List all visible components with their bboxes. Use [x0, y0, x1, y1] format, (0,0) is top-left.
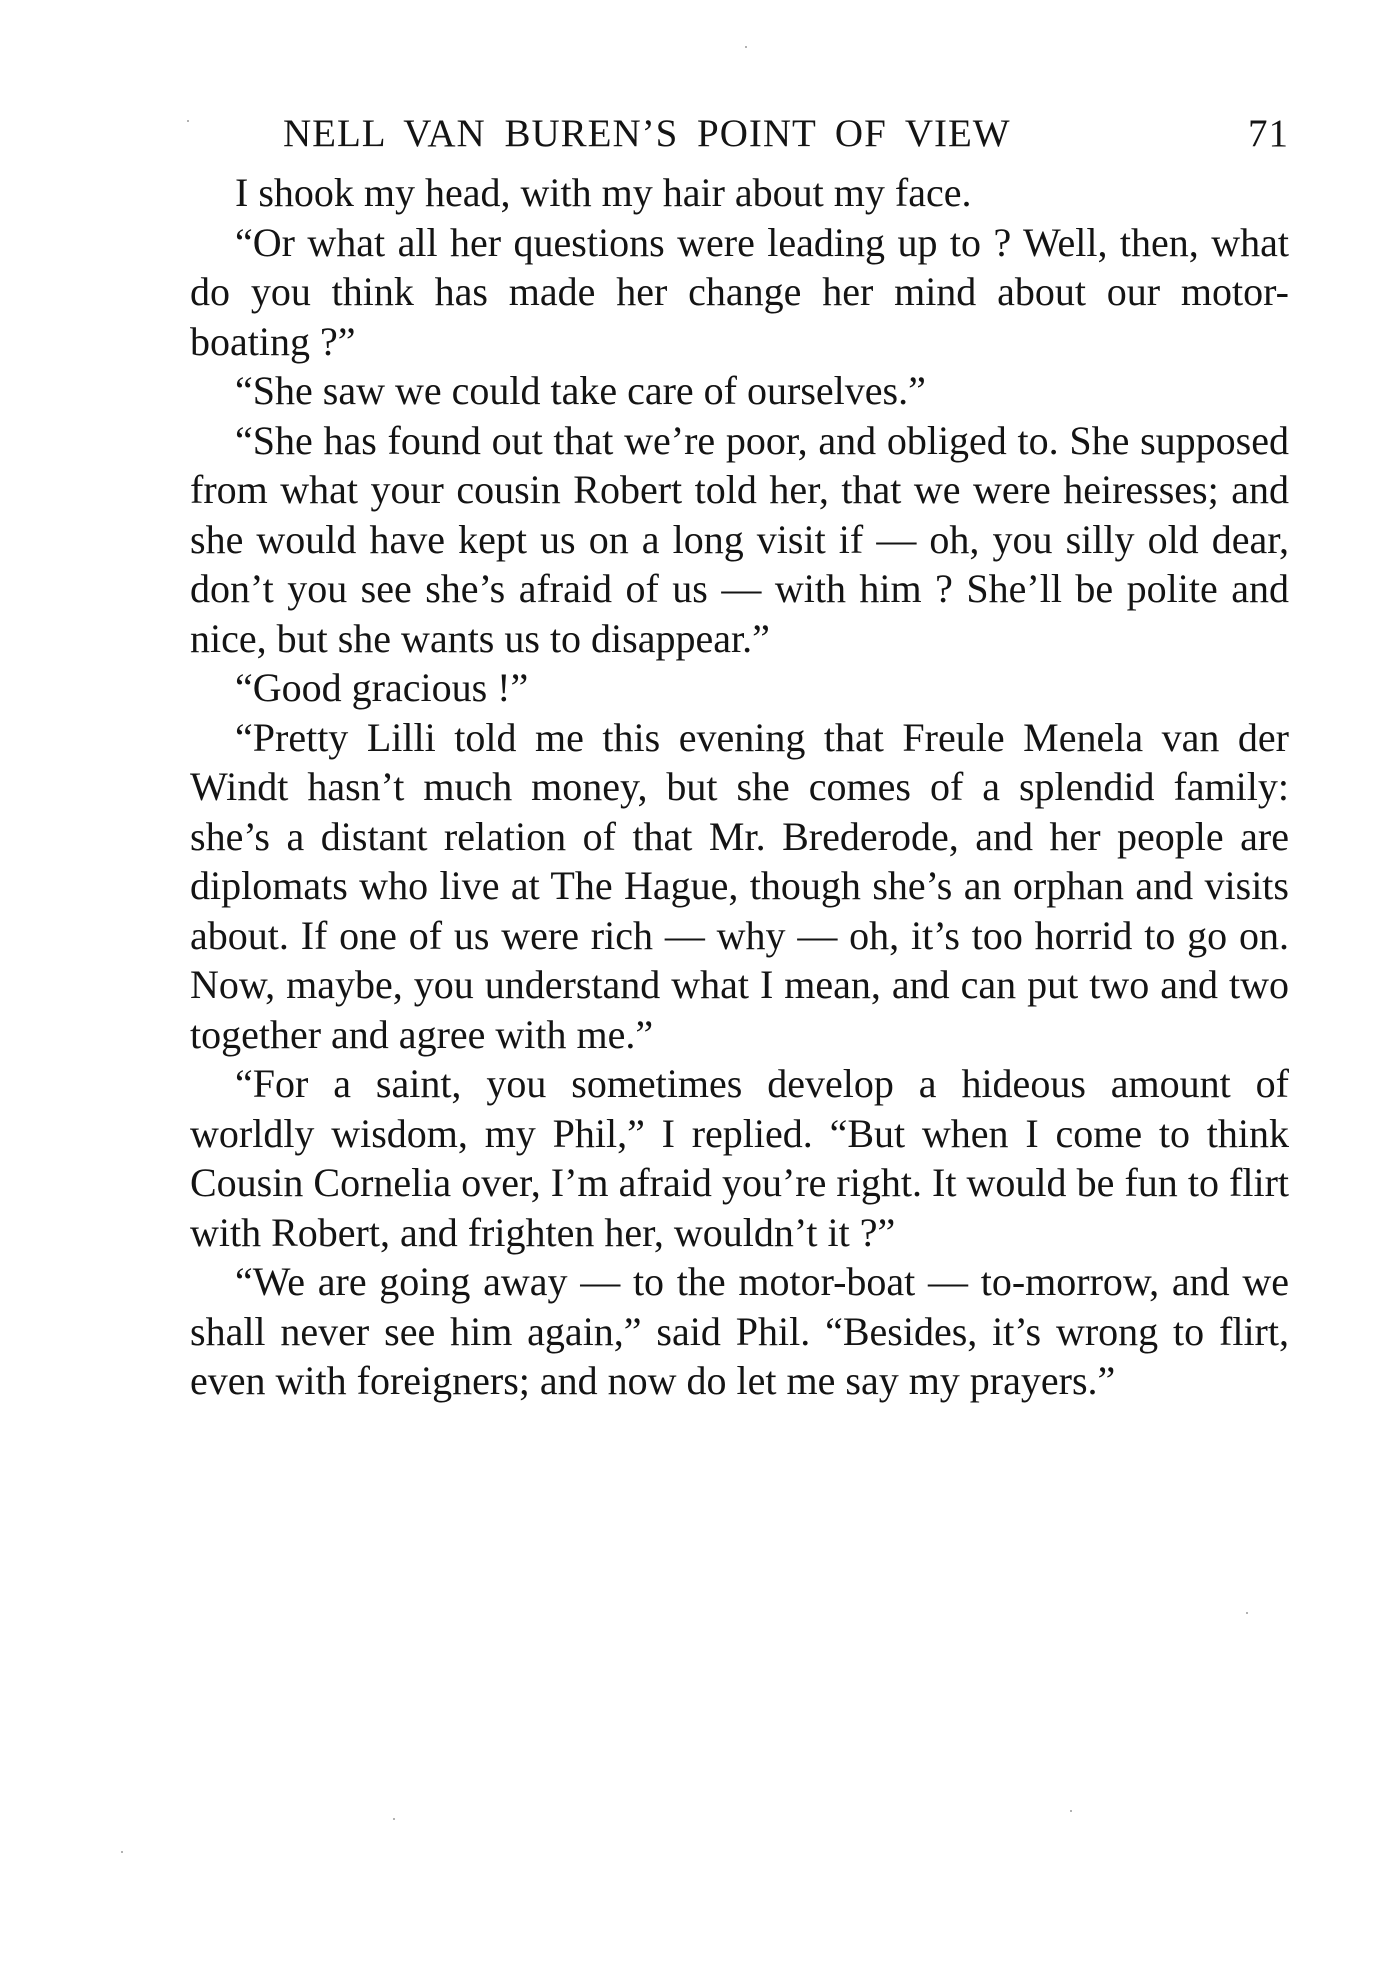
paragraph: “Good gracious !” — [235, 665, 529, 710]
scan-speck — [745, 46, 747, 48]
scan-speck — [1246, 1612, 1248, 1614]
paragraph: I shook my head, with my hair about my face. — [235, 170, 972, 215]
paragraph: “We are going away — to the motor-boat — to-morrow, and we shall never see him again,” said Phil. “Besides, it’s wrong to flirt, even with foreigners; and now do let me say my prayers.” — [190, 1259, 1289, 1403]
paragraph: “She has found out that we’re poor, and obliged to. She supposed from what your cousin Robert told her, that we were heiresses; and she would have kept us on a long visit if — oh, you silly old dear, don’t you see she’s afraid of us — with him ? She’ll be polite and nice, but she wants us to disappear.” — [190, 417, 1289, 661]
scan-speck — [393, 1818, 395, 1820]
paragraph: “For a saint, you sometimes develop a hideous amount of worldly wisdom, my Phil,” I replied. “But when I come to think Cousin Cornelia over, I’m afraid you’re right. It would be fun to flirt with Robert, and frighten her, wouldn’t it ?” — [190, 1061, 1289, 1255]
scan-speck — [1070, 1810, 1072, 1812]
page-number: 71 — [1248, 112, 1289, 155]
paragraph: “Or what all her questions were leading up to ? Well, then, what do you think has made her change her mind about our motor-boating ?” — [190, 219, 1289, 364]
running-title: NELL VAN BUREN’S POINT OF VIEW — [283, 112, 1011, 155]
paragraph: “Pretty Lilli told me this evening that Freule Menela van der Windt hasn’t much money, but she comes of a splendid family: she’s a distant relation of that Mr. Brederode, and her people are diplomats who live at The Hague, though she’s an orphan and visits about. If one of us were rich — why — oh, it’s too horrid to go on. Now, maybe, you understand what I mean, and can put two and two together and agree with me.” — [190, 714, 1289, 1057]
scan-speck — [187, 120, 189, 122]
running-head — [283, 108, 1289, 160]
body-text — [190, 168, 1289, 1406]
paragraph: “She saw we could take care of ourselves.” — [235, 368, 926, 413]
scan-speck — [121, 1851, 123, 1853]
